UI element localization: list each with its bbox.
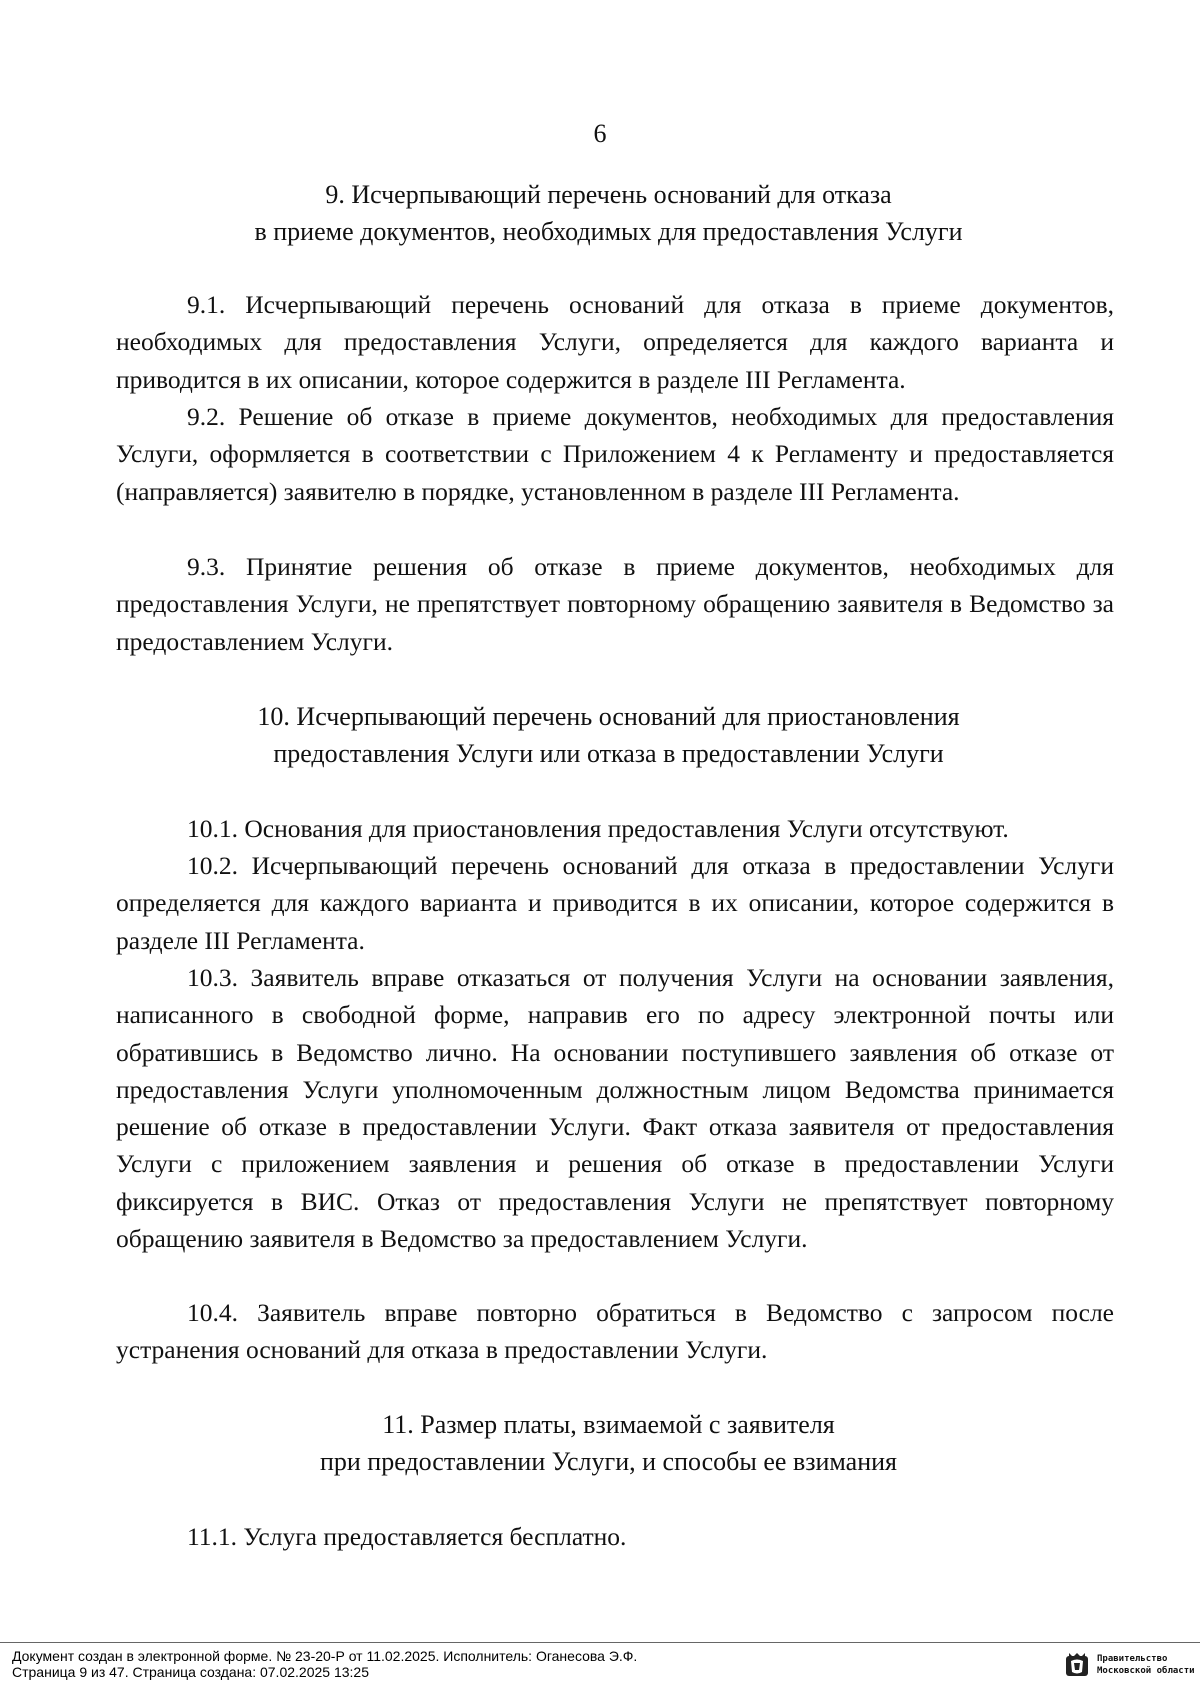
section-heading-11 — [0, 1406, 1200, 1480]
paragraph-9-3: 9.3. Принятие решения об отказе в приеме документов, необходимых для предоставления Услуги, не препятствует повторному обращению заявителя в Ведомство за предоставлением Услуги. — [116, 552, 1114, 656]
heading-line: при предоставлении Услуги, и способы ее взимания — [319, 1447, 898, 1476]
paragraph-10-3: 10.3. Заявитель вправе отказаться от получения Услуги на основании заявления, написанного в свободной форме, направив его по адресу электронной почты или обратившись в Ведомство лично. На основании поступившего заявления об отказе от предоставления Услуги уполномоченным должностным лицом Ведомства принимается решение об отказе в предоставлении Услуги. Факт отказа заявителя от предоставления Услуги с приложением заявления и решения об отказе в предоставлении Услуги фиксируется в ВИС. Отказ от предоставления Услуги не препятствует повторному обращению заявителя в Ведомство за предоставлением Услуги. — [116, 963, 1114, 1254]
heading-line: предоставления Услуги или отказа в предоставлении Услуги — [273, 739, 944, 768]
section-heading-10 — [0, 698, 1200, 772]
footer-text — [12, 1648, 637, 1680]
section-heading-9 — [0, 176, 1200, 250]
heading-line: 10. Исчерпывающий перечень оснований для приостановления — [257, 702, 960, 731]
page-number: 6 — [593, 119, 607, 148]
paragraph-9-2: 9.2. Решение об отказе в приеме документов, необходимых для предоставления Услуги, оформляется в соответствии с Приложением 4 к Регламенту и предоставляется (направляется) заявителю в порядке, установленном в разделе III Регламента. — [116, 402, 1114, 506]
heading-line: 11. Размер платы, взимаемой с заявителя — [382, 1410, 835, 1439]
paragraph-10-2: 10.2. Исчерпывающий перечень оснований для отказа в предоставлении Услуги определяется для каждого варианта и приводится в их описании, которое содержится в разделе III Регламента. — [116, 851, 1114, 955]
paragraph-10-4: 10.4. Заявитель вправе повторно обратиться в Ведомство с запросом после устранения оснований для отказа в предоставлении Услуги. — [116, 1298, 1114, 1365]
org-line: Московской области — [1097, 1666, 1195, 1676]
footer-page-info: Страница 9 из 47. Страница создана: 07.02.2025 13:25 — [12, 1664, 369, 1680]
paragraph-9-1: 9.1. Исчерпывающий перечень оснований для отказа в приеме документов, необходимых для предоставления Услуги, определяется для каждого варианта и приводится в их описании, которое содержится в разделе III Регламента. — [116, 290, 1114, 394]
coat-of-arms-icon — [1062, 1650, 1092, 1680]
heading-line: 9. Исчерпывающий перечень оснований для отказа — [325, 180, 892, 209]
footer-divider — [0, 1642, 1200, 1643]
heading-line: в приеме документов, необходимых для предоставления Услуги — [254, 217, 963, 246]
paragraph-10-1: 10.1. Основания для приостановления предоставления Услуги отсутствуют. — [187, 814, 1009, 843]
paragraph-11-1: 11.1. Услуга предоставляется бесплатно. — [187, 1522, 627, 1551]
org-line: Правительство — [1097, 1654, 1168, 1664]
footer-document-info: Документ создан в электронной форме. № 23-20-Р от 11.02.2025. Исполнитель: Оганесова Э.Ф. — [12, 1648, 638, 1664]
footer-org-name — [1097, 1653, 1195, 1677]
